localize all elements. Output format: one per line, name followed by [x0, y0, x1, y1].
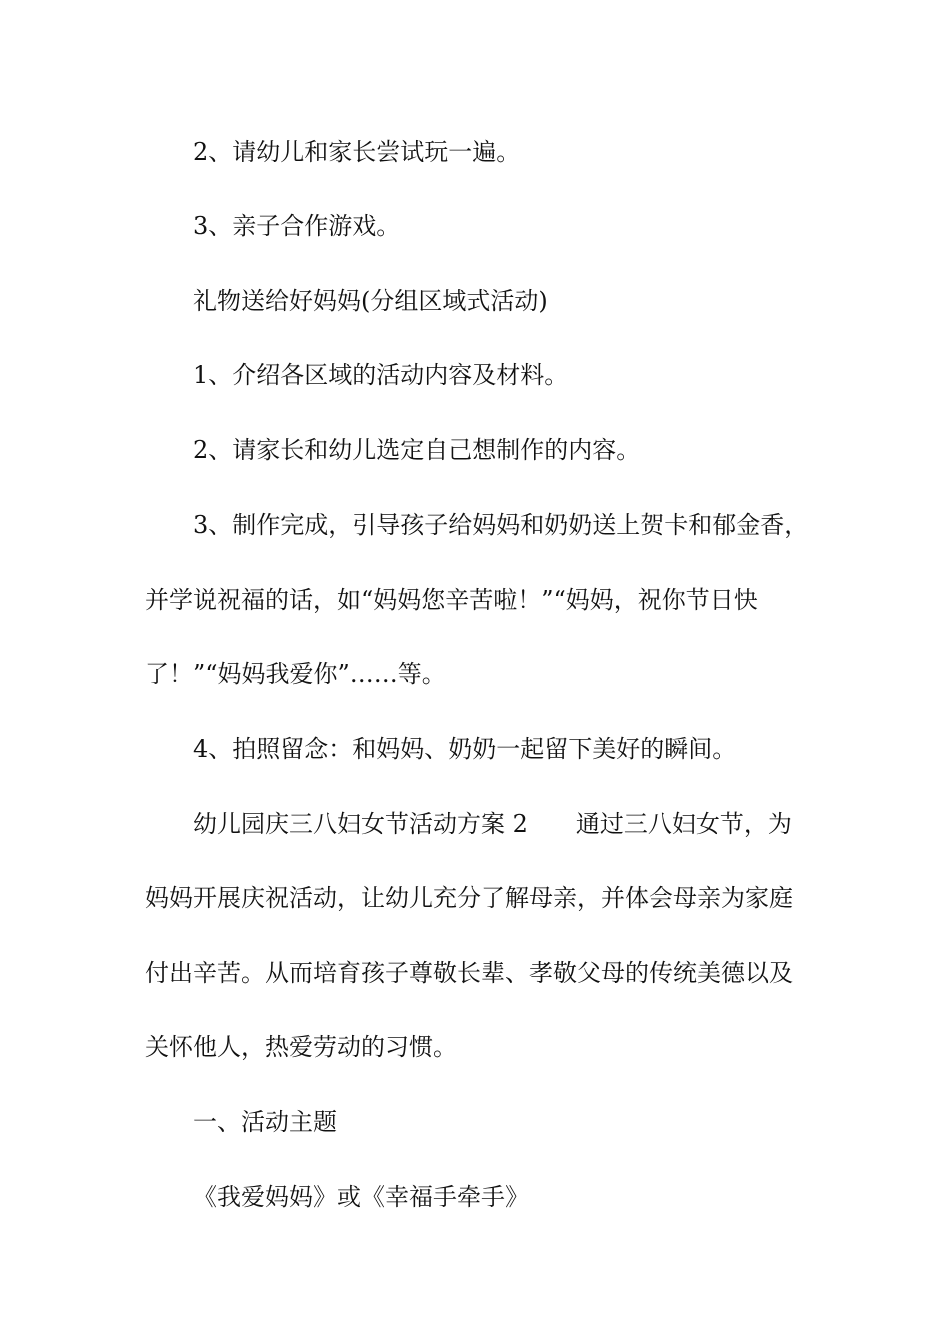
paragraph-line: 妈妈开展庆祝活动，让幼儿充分了解母亲，并体会母亲为家庭	[145, 884, 793, 912]
paragraph-line: 付出辛苦。从而培育孩子尊敬长辈、孝敬父母的传统美德以及	[145, 959, 793, 987]
paragraph-line: 并学说祝福的话，如“妈妈您辛苦啦！”“妈妈，祝你节日快	[145, 586, 758, 614]
paragraph-line: 3、制作完成，引导孩子给妈妈和奶奶送上贺卡和郁金香，	[193, 511, 809, 539]
paragraph-line: 了！”“妈妈我爱你”……等。	[145, 660, 446, 688]
paragraph-line: 1、介绍各区域的活动内容及材料。	[193, 361, 569, 389]
paragraph-line: 2、请家长和幼儿选定自己想制作的内容。	[193, 436, 641, 464]
paragraph-line: 3、亲子合作游戏。	[193, 212, 401, 240]
paragraph-line: 4、拍照留念：和妈妈、奶奶一起留下美好的瞬间。	[193, 735, 737, 763]
paragraph-line: 关怀他人，热爱劳动的习惯。	[145, 1033, 457, 1061]
section-heading: 一、活动主题	[193, 1108, 337, 1136]
paragraph-line: 《我爱妈妈》或《幸福手牵手》	[193, 1183, 529, 1211]
document-title-line: 幼儿园庆三八妇女节活动方案 2 通过三八妇女节，为	[193, 810, 792, 838]
paragraph-line: 2、请幼儿和家长尝试玩一遍。	[193, 138, 521, 166]
section-heading: 礼物送给好妈妈(分组区域式活动)	[193, 287, 548, 315]
